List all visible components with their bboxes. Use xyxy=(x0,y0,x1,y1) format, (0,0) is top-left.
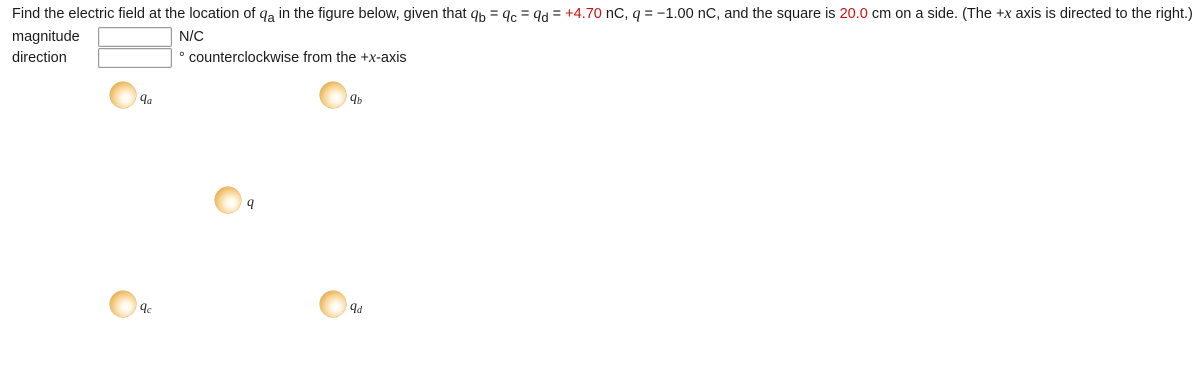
charge-label-qa: $q_a$ xyxy=(140,90,152,107)
direction-unit xyxy=(179,49,407,67)
magnitude-label: magnitude xyxy=(12,29,80,45)
question-part: in the figure below, given that xyxy=(274,6,471,22)
qd-var: q xyxy=(533,5,542,22)
qc-var: q xyxy=(502,5,511,22)
question-part: axis is directed to the right.) xyxy=(1011,6,1193,22)
charge-sphere-icon xyxy=(320,82,346,108)
qa-var: q xyxy=(259,5,268,22)
magnitude-unit: N/C xyxy=(179,29,204,45)
direction-label: direction xyxy=(12,50,67,66)
direction-unit-text: -axis xyxy=(376,50,407,66)
question-part: Find the electric field at the location of xyxy=(12,6,260,22)
equals-sign: = xyxy=(485,6,503,22)
charge-qa xyxy=(110,82,152,108)
equals-sign: = xyxy=(548,6,566,22)
direction-x-var: x xyxy=(368,49,377,66)
qd-sub: d xyxy=(541,10,549,25)
magnitude-input[interactable] xyxy=(98,27,172,47)
charge-label-q: q xyxy=(247,195,254,210)
charge-qc xyxy=(110,291,151,317)
side-value: 20.0 xyxy=(839,6,868,22)
qc-sub: c xyxy=(510,10,517,25)
charge-sphere-icon xyxy=(320,291,346,317)
charge-sphere-icon xyxy=(110,291,136,317)
direction-row xyxy=(12,47,407,69)
magnitude-row xyxy=(12,26,204,48)
qb-var: q xyxy=(470,5,479,22)
charge-figure xyxy=(100,78,420,328)
charge-qd xyxy=(320,291,362,317)
charge-q xyxy=(215,187,254,213)
equals-sign: = xyxy=(516,6,534,22)
qa-sub: a xyxy=(267,10,275,25)
charge-sphere-icon xyxy=(215,187,241,213)
question-text xyxy=(12,4,1197,24)
question-part: nC, xyxy=(601,6,633,22)
charge-label-qb: $q_b$ xyxy=(350,90,362,107)
direction-input[interactable] xyxy=(98,48,172,68)
charge-sphere-icon xyxy=(110,82,136,108)
charge-value: +4.70 xyxy=(565,6,602,22)
q-var: q xyxy=(632,5,641,22)
x-var: x xyxy=(1004,5,1012,22)
question-part: = −1.00 nC, and the square is xyxy=(640,6,840,22)
charge-label-qc: $q_c$ xyxy=(140,299,152,316)
charge-qb xyxy=(320,82,362,108)
direction-unit-text: ° counterclockwise from the + xyxy=(179,50,369,66)
charge-label-qd: $q_d$ xyxy=(350,299,362,316)
qb-sub: b xyxy=(478,10,486,25)
question-part: cm on a side. (The + xyxy=(867,6,1005,22)
